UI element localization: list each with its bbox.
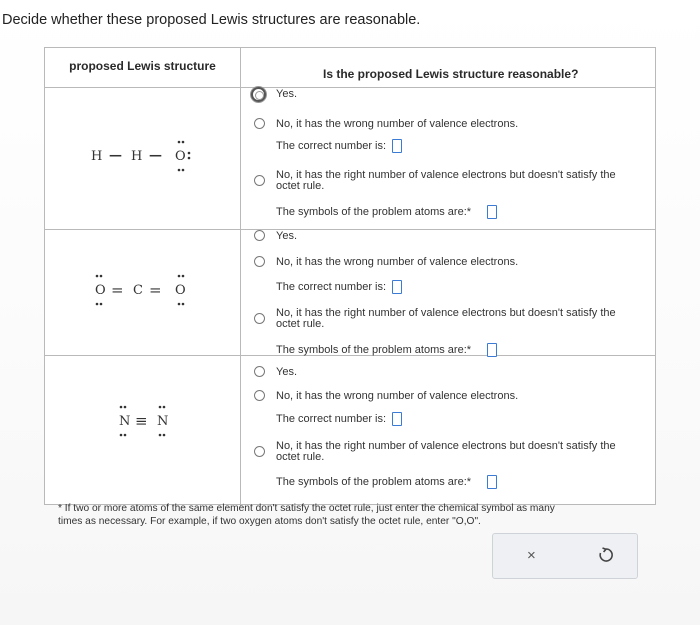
correct-number-input-2[interactable]	[392, 280, 402, 294]
radio-octet-2[interactable]	[254, 313, 265, 324]
structure-cell-1	[45, 88, 241, 230]
header-proposed-structure: proposed Lewis structure	[45, 48, 241, 88]
clear-button[interactable]: ×	[527, 547, 536, 564]
radio-wrong-count-3[interactable]	[254, 390, 265, 401]
options-cell-2: Yes. No, it has the wrong number of valence electrons. The correct number is: No, it has the right number of valence electrons but doesn't satisfy the octet rule. The symbols of the problem atoms are:*	[241, 230, 655, 356]
lone-pair-dots	[91, 138, 201, 178]
lewis-structure-n-n	[115, 403, 195, 443]
radio-wrong-count-1[interactable]	[254, 118, 265, 129]
lone-pair-dots-2	[91, 272, 201, 312]
atom-h1: H	[91, 149, 103, 164]
lewis-structure-o-c-o	[91, 272, 201, 312]
options-cell-1: Yes. No, it has the wrong number of valence electrons. The correct number is: No, it has the right number of valence electrons but doesn't satisfy the octet rule. The symbols of the problem atoms are:*	[241, 88, 655, 230]
atom-n2: N	[157, 414, 169, 429]
atom-o2: O	[175, 283, 186, 298]
radio-wrong-count-2[interactable]	[254, 256, 265, 267]
question-table	[44, 47, 656, 505]
atom-o1: O	[95, 283, 106, 298]
atom-n1: N	[119, 414, 131, 429]
footnote: * If two or more atoms of the same element don't satisfy the octet rule, just enter the chemical symbol as many times as necessary. For example, if two oxygen atoms don't satisfy the octet rule, enter "O,O".	[58, 503, 555, 527]
correct-number-input-3[interactable]	[392, 412, 402, 426]
structure-cell-3	[45, 356, 241, 506]
radio-octet-1[interactable]	[254, 175, 265, 186]
radio-octet-3[interactable]	[254, 446, 265, 457]
undo-icon[interactable]	[597, 546, 615, 564]
double-bond-2: =	[149, 281, 162, 299]
radio-yes-2[interactable]	[254, 230, 265, 241]
atom-c: C	[133, 283, 143, 298]
atom-o: O	[175, 149, 186, 164]
structure-cell-2	[45, 230, 241, 356]
bond-1: —	[109, 148, 122, 163]
header-reasonable: Is the proposed Lewis structure reasonable?	[241, 48, 655, 88]
options-cell-3: Yes. No, it has the wrong number of valence electrons. The correct number is: No, it has the right number of valence electrons but doesn't satisfy the octet rule. The symbols of the problem atoms are:*	[241, 356, 655, 506]
atom-h2: H	[131, 149, 143, 164]
bond-2: —	[149, 148, 162, 163]
action-bar	[492, 533, 638, 579]
page-title: Decide whether these proposed Lewis structures are reasonable.	[2, 12, 421, 28]
radio-yes-1[interactable]	[251, 87, 266, 102]
correct-number-input-1[interactable]	[392, 139, 402, 153]
radio-yes-3[interactable]	[254, 366, 265, 377]
problem-atoms-input-3[interactable]	[487, 475, 497, 489]
lewis-structure-h-h-o	[91, 138, 201, 178]
lone-pair-dots-3	[115, 403, 195, 443]
triple-bond: ≡	[135, 412, 148, 430]
problem-atoms-input-2[interactable]	[487, 343, 497, 357]
double-bond-1: =	[111, 281, 124, 299]
problem-atoms-input-1[interactable]	[487, 205, 497, 219]
